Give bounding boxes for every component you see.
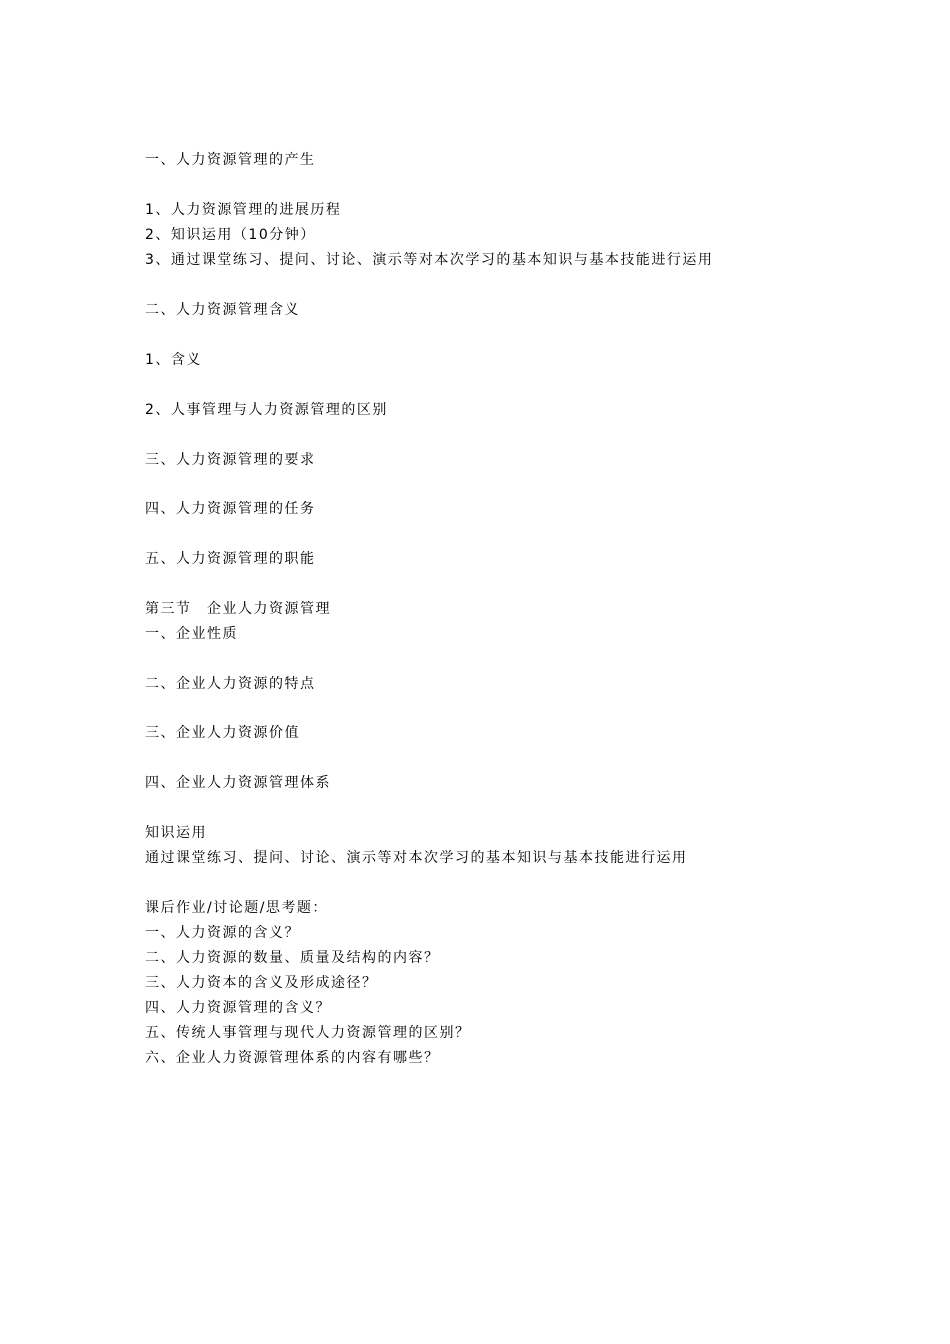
knowledge-application-title: 知识运用 [145,825,207,841]
question-item: 三、人力资本的含义及形成途径？ [145,975,378,991]
text-line: 2、人事管理与人力资源管理的区别 [145,402,388,418]
question-item: 一、人力资源的含义？ [145,925,300,941]
text-line: 2、知识运用（10分钟） [145,227,316,243]
subsection-heading: 四、企业人力资源管理体系 [145,775,331,791]
question-item: 五、传统人事管理与现代人力资源管理的区别？ [145,1025,471,1041]
subsection-heading: 二、企业人力资源的特点 [145,676,316,692]
subsection-heading: 三、企业人力资源价值 [145,725,300,741]
homework-title: 课后作业/讨论题/思考题： [145,900,328,916]
section-heading-2: 二、人力资源管理含义 [145,302,300,318]
chapter-section-title: 第三节 企业人力资源管理 [145,601,331,617]
text-line: 3、通过课堂练习、提问、讨论、演示等对本次学习的基本知识与基本技能进行运用 [145,252,714,268]
subsection-heading: 一、企业性质 [145,626,238,642]
section-heading-5: 五、人力资源管理的职能 [145,551,316,567]
text-line: 通过课堂练习、提问、讨论、演示等对本次学习的基本知识与基本技能进行运用 [145,850,688,866]
section-heading-3: 三、人力资源管理的要求 [145,452,316,468]
text-line: 1、含义 [145,352,202,368]
text-line: 1、人力资源管理的进展历程 [145,202,342,218]
section-heading-4: 四、人力资源管理的任务 [145,501,316,517]
question-item: 二、人力资源的数量、质量及结构的内容？ [145,950,440,966]
question-item: 六、企业人力资源管理体系的内容有哪些？ [145,1050,440,1066]
question-item: 四、人力资源管理的含义？ [145,1000,331,1016]
section-heading-1: 一、人力资源管理的产生 [145,152,316,168]
